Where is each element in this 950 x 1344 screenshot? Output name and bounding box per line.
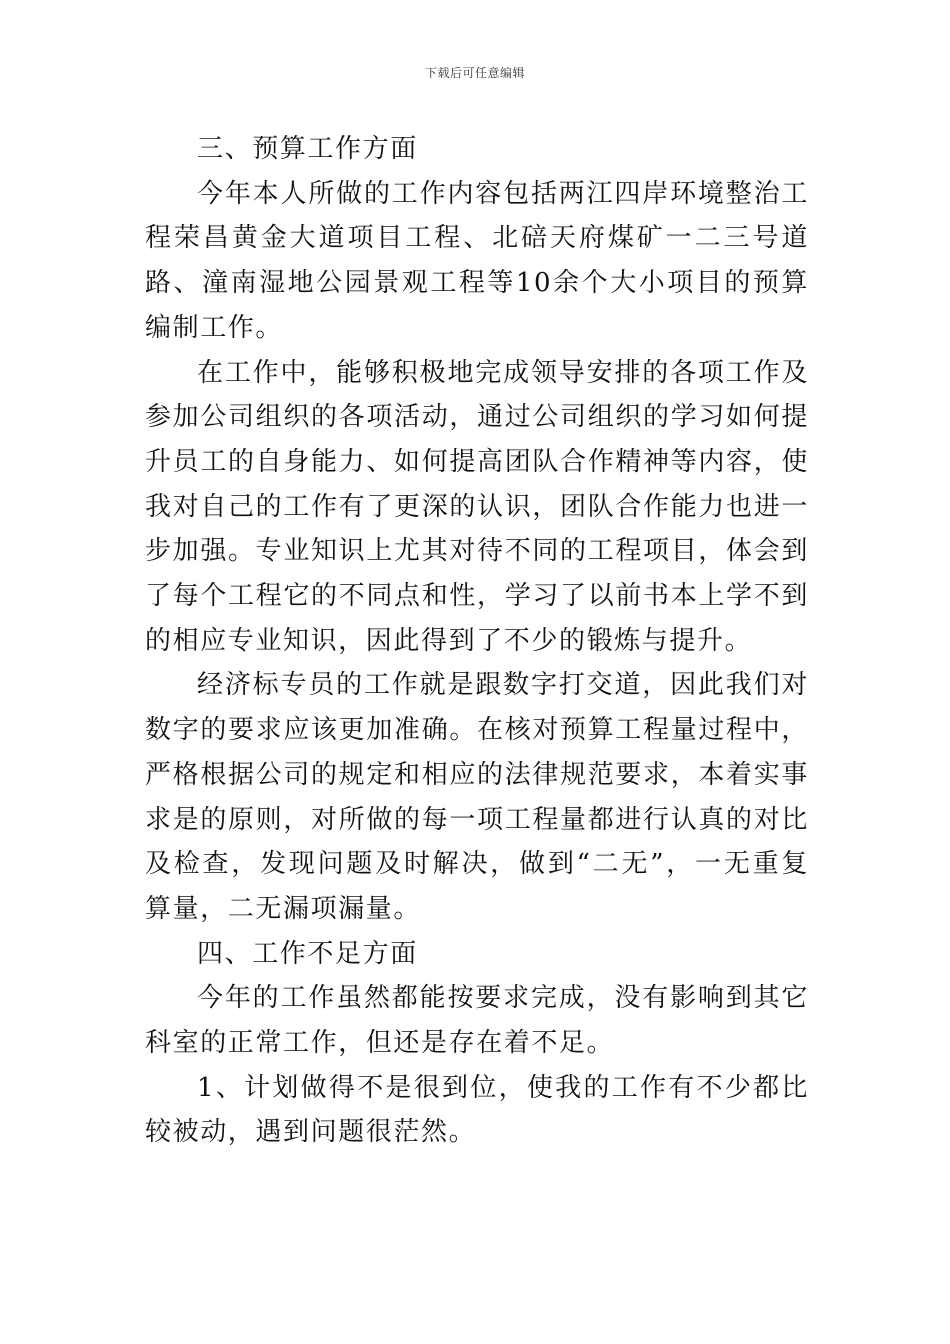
paragraph-accuracy: 经济标专员的工作就是跟数字打交道，因此我们对数字的要求应该更加准确。在核对预算工程量过程中，严格根据公司的规定和相应的法律规范要求，本着实事求是的原则，对所做的每一项工程量都进行认真的对比及检查，发现问题及时解决，做到“二无”，一无重复算量，二无漏项漏量。 xyxy=(145,670,809,924)
section-heading-budget: 三、预算工作方面 xyxy=(197,134,418,164)
paragraph-projects: 今年本人所做的工作内容包括两江四岸环境整治工程荣昌黄金大道项目工程、北碚天府煤矿一二三号道路、潼南湿地公园景观工程等10余个大小项目的预算编制工作。 xyxy=(145,178,809,343)
paragraph-shortcoming-1: 1、计划做得不是很到位，使我的工作有不少都比较被动，遇到问题很茫然。 xyxy=(145,1072,809,1148)
header-note: 下载后可任意编辑 xyxy=(424,66,525,80)
paragraph-teamwork: 在工作中，能够积极地完成领导安排的各项工作及参加公司组织的各项活动，通过公司组织的学习如何提升员工的自身能力、如何提高团队合作精神等内容，使我对自己的工作有了更深的认识，团队合作能力也进一步加强。专业知识上尤其对待不同的工程项目，体会到了每个工程它的不同点和性，学习了以前书本上学不到的相应专业知识，因此得到了不少的锻炼与提升。 xyxy=(145,357,809,656)
document-body xyxy=(145,127,809,1155)
section-heading-shortcomings: 四、工作不足方面 xyxy=(197,938,418,969)
paragraph-shortcomings-intro: 今年的工作虽然都能按要求完成，没有影响到其它科室的正常工作，但还是存在着不足。 xyxy=(145,983,809,1059)
